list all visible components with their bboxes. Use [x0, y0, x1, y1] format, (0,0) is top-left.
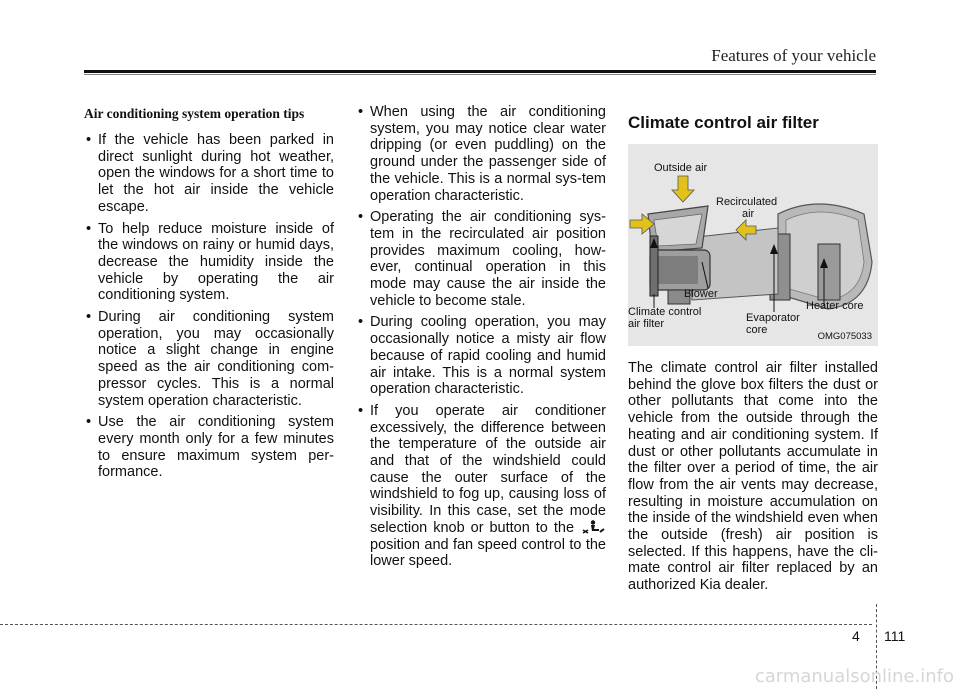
- list-item-fog: [356, 403, 606, 570]
- figure-code: OMG075033: [817, 331, 872, 342]
- list-item: • To help reduce moisture inside of the windows on rainy or humid days, decrease the humidity inside the vehicle by operating the air conditioning system.: [84, 221, 334, 305]
- watermark: carmanualsonline.info: [754, 666, 954, 687]
- header-rule: [84, 70, 876, 73]
- list-item: • When using the air conditioning system, you may notice clear water dripping (or even puddling) on the ground under the passenger side of the vehicle. This is a normal sys-tem operation characteristic.: [356, 104, 606, 204]
- floor-vent-mode-icon: [580, 520, 606, 534]
- label-blower: Blower: [684, 288, 718, 300]
- air-filter-diagram: [628, 144, 878, 346]
- list-item: • If the vehicle has been parked in direct sunlight during hot weather, open the windows for a short time to let the hot air inside the vehicle escape.: [84, 132, 334, 216]
- label-evaporator: Evaporator: [746, 312, 800, 324]
- filter-paragraph: The climate control air filter installed behind the glove box filters the dust or other pollutants that come into the vehicle from the outside through the heating and air conditioning system. If dust or other pollutants accumulate in the filter over a period of time, the air flow from the air vents may decrease, resulting in moisture accumulation on the inside of the windshield even when the outside (fresh) air position is selected. If this happens, have the cli-mate control air filter replaced by an authorized Kia dealer.: [628, 360, 878, 594]
- label-recirculated: Recirculated: [716, 196, 778, 208]
- label-heater-core: Heater core: [806, 300, 864, 312]
- running-header: Features of your vehicle: [711, 46, 876, 65]
- tips-heading: Air conditioning system operation tips: [84, 106, 305, 121]
- notes-list: [356, 104, 606, 570]
- left-column: [84, 104, 334, 486]
- tips-list: [84, 132, 334, 481]
- section-title: Climate control air filter: [628, 113, 819, 132]
- list-item: • Use the air conditioning system every month only for a few minutes to ensure maximum system per-formance.: [84, 414, 334, 481]
- header-rule-thin: [84, 74, 876, 75]
- list-item: • During air conditioning system operation, you may occasionally notice a slight change in engine speed as the air conditioning com-pressor cycles. This is a normal system operation characteristic.: [84, 309, 334, 409]
- label-outside-air: Outside air: [654, 162, 708, 174]
- fog-text-after: position and fan speed control to the lower speed.: [370, 536, 606, 570]
- list-item: • Operating the air conditioning sys-tem in the recirculated air position provides maximum cooling, how-ever, continual operation in this mode may cause the air inside the vehicle to become stale.: [356, 209, 606, 309]
- label-climate-control: Climate control: [628, 306, 702, 318]
- page-number: 111: [884, 628, 906, 644]
- label-air-filter: air filter: [628, 318, 665, 330]
- list-item: • During cooling operation, you may occasionally notice a misty air flow because of rapid cooling and humid air intake. This is a normal system operation characteristic.: [356, 314, 606, 398]
- fog-text-before: If you operate air conditioner excessively, the difference between the temperature of the outside air and that of the windshield could cause the outer surface of the windshield to fog up, causing loss of visibility. In this case, set the mode selection knob or button to the: [370, 402, 606, 536]
- right-column: [628, 108, 878, 594]
- label-evaporator-core: core: [746, 324, 768, 336]
- chapter-number: 4: [852, 628, 860, 644]
- label-recirculated-air: air: [742, 208, 755, 220]
- middle-column: [356, 104, 606, 575]
- footer-rule: [0, 624, 872, 625]
